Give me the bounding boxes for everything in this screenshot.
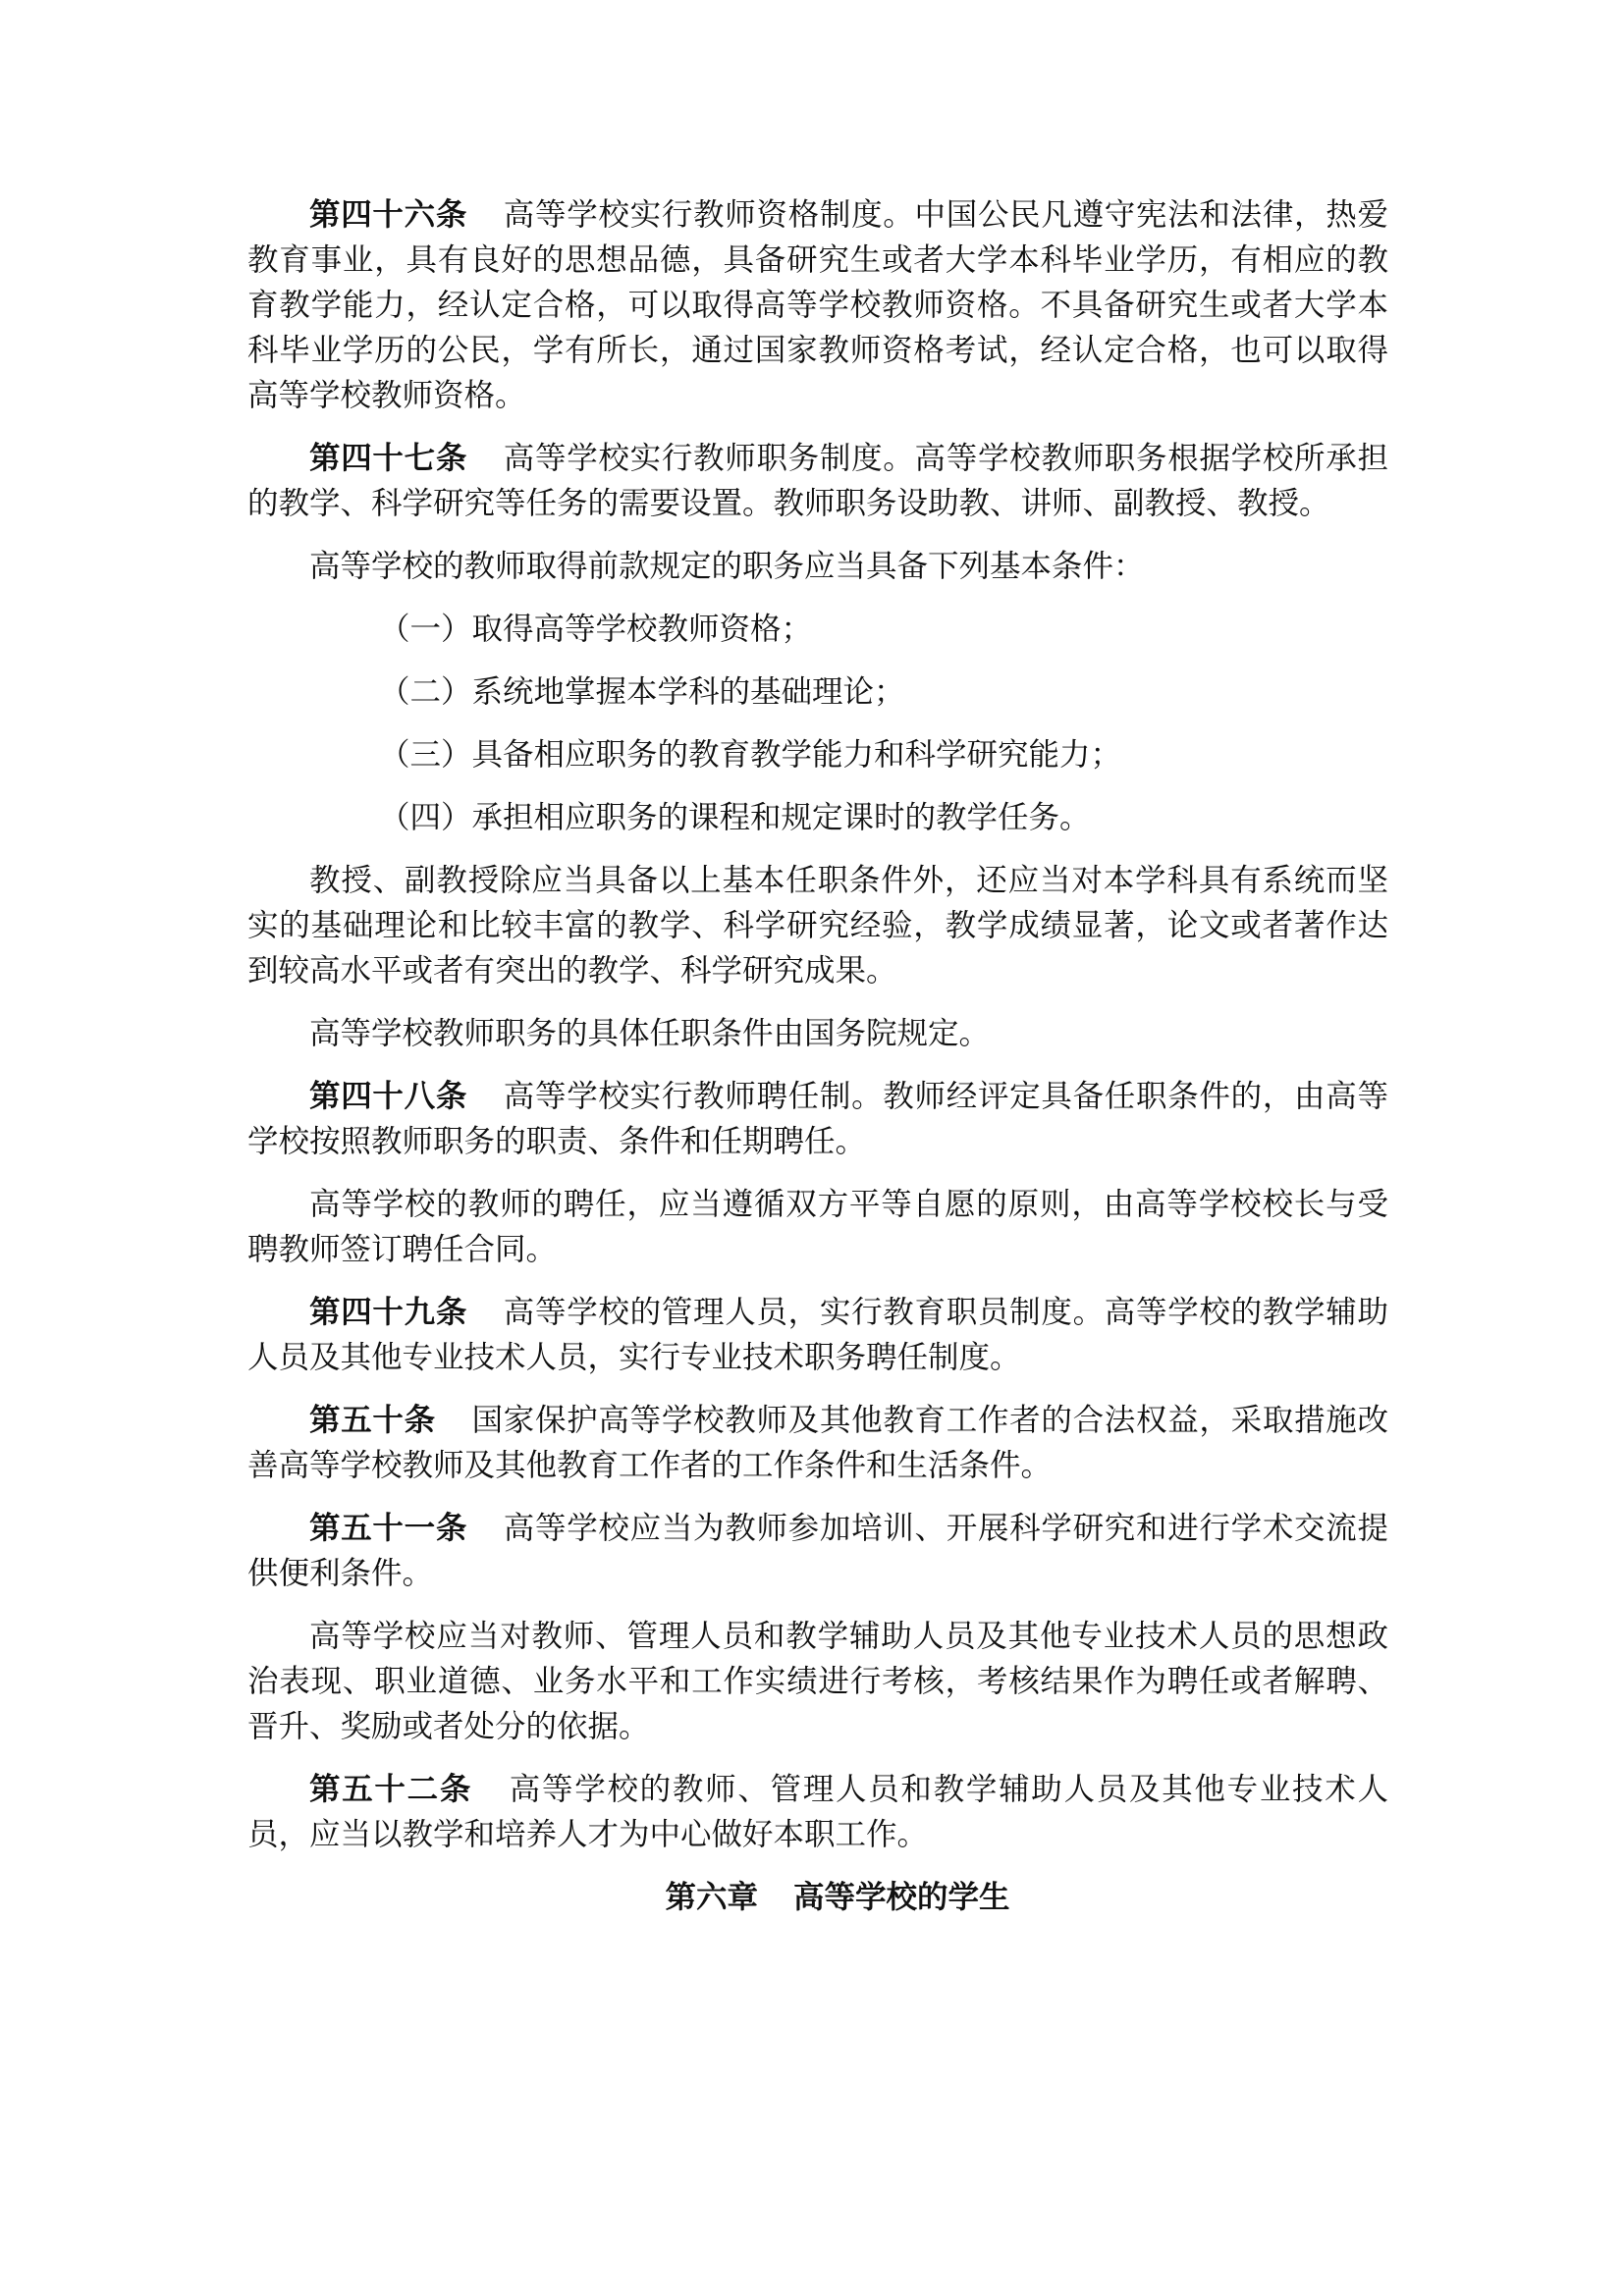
article-47-item-3: （三）具备相应职务的教育教学能力和科学研究能力； — [379, 737, 1122, 773]
article-48-label: 第四十八条 — [309, 1079, 468, 1114]
chapter-title: 高等学校的学生 — [793, 1880, 1010, 1915]
article-50-label: 第五十条 — [309, 1403, 436, 1438]
article-47-item-4: （四）承担相应职务的课程和规定课时的教学任务。 — [379, 800, 1091, 835]
document-page — [247, 192, 1388, 1920]
article-48-para-2: 高等学校的教师的聘任，应当遵循双方平等自愿的原则，由高等学校校长与受聘教师签订聘任合同。 — [247, 1187, 1388, 1267]
article-47-para-2: 教授、副教授除应当具备以上基本任职条件外，还应当对本学科具有系统而坚实的基础理论和比较丰富的教学、科学研究经验，教学成绩显著，论文或者著作达到较高水平或者有突出的教学、科学研究成果。 — [247, 863, 1388, 988]
article-51-para-2: 高等学校应当对教师、管理人员和教学辅助人员及其他专业技术人员的思想政治表现、职业道德、业务水平和工作实绩进行考核，考核结果作为聘任或者解聘、晋升、奖励或者处分的依据。 — [247, 1619, 1388, 1744]
article-49-label: 第四十九条 — [309, 1295, 468, 1330]
article-47-para-3: 高等学校教师职务的具体任职条件由国务院规定。 — [309, 1016, 991, 1051]
article-47-text: 高等学校实行教师职务制度。高等学校教师职务根据学校所承担的教学、科学研究等任务的需要设置。教师职务设助教、讲师、副教授、教授。 — [247, 441, 1388, 521]
article-46 — [247, 192, 1388, 418]
article-46-text: 高等学校实行教师资格制度。中国公民凡遵守宪法和法律，热爱教育事业，具有良好的思想品德，具备研究生或者大学本科毕业学历，有相应的教育教学能力，经认定合格，可以取得高等学校教师资格。不具备研究生或者大学本科毕业学历的公民，学有所长，通过国家教师资格考试，经认定合格，也可以取得高等学校教师资格。 — [247, 197, 1388, 413]
article-48 — [247, 1074, 1388, 1164]
article-47 — [247, 436, 1388, 526]
article-47-label: 第四十七条 — [309, 441, 468, 476]
article-47-item-1: （一）取得高等学校教师资格； — [379, 612, 813, 647]
chapter-heading — [247, 1875, 1388, 1920]
article-52 — [247, 1767, 1388, 1857]
article-48-text: 高等学校实行教师聘任制。教师经评定具备任职条件的，由高等学校按照教师职务的职责、条件和任期聘任。 — [247, 1079, 1388, 1159]
chapter-label: 第六章 — [665, 1880, 758, 1915]
article-49-text: 高等学校的管理人员，实行教育职员制度。高等学校的教学辅助人员及其他专业技术人员，实行专业技术职务聘任制度。 — [247, 1295, 1388, 1375]
article-50 — [247, 1398, 1388, 1488]
article-47-intro: 高等学校的教师取得前款规定的职务应当具备下列基本条件： — [309, 549, 1145, 584]
article-51 — [247, 1506, 1388, 1596]
article-52-text: 高等学校的教师、管理人员和教学辅助人员及其他专业技术人员，应当以教学和培养人才为中心做好本职工作。 — [247, 1772, 1388, 1852]
article-52-label: 第五十二条 — [309, 1772, 473, 1807]
article-49 — [247, 1290, 1388, 1380]
article-47-item-2: （二）系统地掌握本学科的基础理论； — [379, 674, 905, 710]
article-50-text: 国家保护高等学校教师及其他教育工作者的合法权益，采取措施改善高等学校教师及其他教育工作者的工作条件和生活条件。 — [247, 1403, 1388, 1483]
article-51-text: 高等学校应当为教师参加培训、开展科学研究和进行学术交流提供便利条件。 — [247, 1511, 1388, 1591]
article-51-label: 第五十一条 — [309, 1511, 468, 1546]
article-46-label: 第四十六条 — [309, 197, 468, 233]
